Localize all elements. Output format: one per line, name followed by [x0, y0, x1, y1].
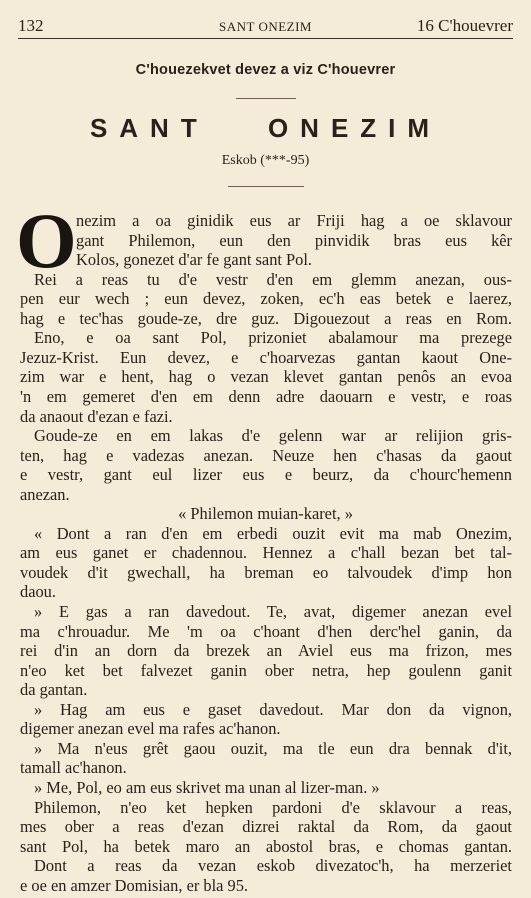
text-line: Kolos, gonezet d'ar fe gant sant Pol.	[76, 250, 313, 270]
text-line: sant Pol, ha betek maro an abostol bras, e chomas gantan.	[20, 836, 512, 856]
text-line: ten, hag e vadezas anezan. Neuze hen c'hasas da gaout	[20, 445, 512, 465]
header-date: 16 C'houevrer	[416, 16, 513, 35]
text-line: zim war e hent, hag o vezan klevet gantan penôs an evoa	[20, 367, 512, 387]
text-line: voudek d'it gwechall, ha breman eo talvoudek d'imp hon	[20, 562, 512, 582]
drop-cap-letter: O	[16, 197, 77, 284]
text-line: rei d'in an dorn da brezek an Aviel eus ma frizon, mes	[20, 641, 512, 661]
text-line: anezan.	[20, 484, 70, 504]
page-number: 132	[18, 16, 44, 35]
text-line: « Philemon muian-karet, »	[178, 504, 353, 524]
drop-cap	[16, 197, 77, 284]
running-title: SANT ONEZIM	[218, 19, 312, 34]
text-line: Jezuz-Krist. Eun devez, e c'hoarvezas gantan kaout One-	[20, 347, 512, 367]
text-line: 'n em gemeret d'en em denn adre daouarn e vestr, e roas	[20, 386, 512, 406]
text-line: pen eur wech ; eun devez, zoken, ec'h eas betek e laerez,	[20, 289, 512, 309]
text-line: e oe en amzer Domisian, er bla 95.	[20, 875, 249, 895]
text-line: Dont a reas da vezan eskob divezatoc'h, ha merzeriet	[34, 856, 512, 876]
text-line: Eno, e oa sant Pol, prizoniet abalamour ma prezege	[34, 328, 512, 348]
text-line: mes ober a reas d'ezan dizrei raktal da Rom, da gaout	[20, 817, 512, 837]
text-line: » Ma n'eus grêt gaou ouzit, ma tle eun dra bennak d'it,	[34, 738, 512, 758]
text-line: Philemon, n'eo ket hepken pardoni d'e sklavour a reas,	[34, 797, 512, 817]
text-line: » E gas a ran davedout. Te, avat, digemer anezan evel	[34, 602, 512, 621]
text-line: digemer anezan evel ma rafes ac'hanon.	[20, 719, 281, 739]
text-line: e vestr, gant eul lizer eus e beurz, da c'hourc'hemenn	[20, 465, 512, 485]
text-line: nezim a oa ginidik eus ar Friji hag a oe sklavour	[76, 211, 512, 230]
running-header	[18, 12, 513, 39]
text-line: daou.	[20, 582, 56, 602]
text-line: am eus ganet er chadennou. Hennez a c'hall bezan bet tal-	[20, 543, 512, 563]
feast-day-line: C'houezekvet devez a viz C'houevrer	[135, 62, 396, 78]
text-line: Goude-ze en em lakas d'e gelenn war ar relijion gris-	[34, 426, 512, 446]
text-line: n'eo ket bet falvezet ganin ober netra, hep goulenn ganit	[20, 660, 512, 680]
text-line: da gantan.	[20, 680, 88, 700]
divider-short	[236, 98, 296, 99]
saint-title: SANT ONEZIM	[89, 113, 442, 143]
text-line: hag e tec'has goude-ze, dre guz. Digouezout a reas en Rom.	[20, 308, 512, 328]
text-line: gant Philemon, eun den pinvidik bras eus kêr	[76, 230, 512, 250]
text-line: Rei a reas tu d'e vestr d'en em glemm anezan, ous-	[34, 269, 512, 289]
text-line: » Me, Pol, eo am eus skrivet ma unan al lizer-man. »	[34, 777, 380, 797]
text-line: tamall ac'hanon.	[20, 758, 127, 778]
divider-under-title	[228, 186, 304, 187]
saint-subtitle: Eskob (***-95)	[221, 153, 310, 168]
text-line: « Dont a ran d'en em erbedi ouzit evit ma mab Onezim,	[34, 523, 512, 543]
text-line: da anaout d'ezan e fazi.	[20, 406, 173, 426]
text-line: » Hag am eus e gaset davedout. Mar don da vignon,	[34, 699, 512, 719]
text-line: ma c'hrouadur. Me 'm oa c'hoant d'hen derc'hel ganin, da	[20, 621, 512, 641]
